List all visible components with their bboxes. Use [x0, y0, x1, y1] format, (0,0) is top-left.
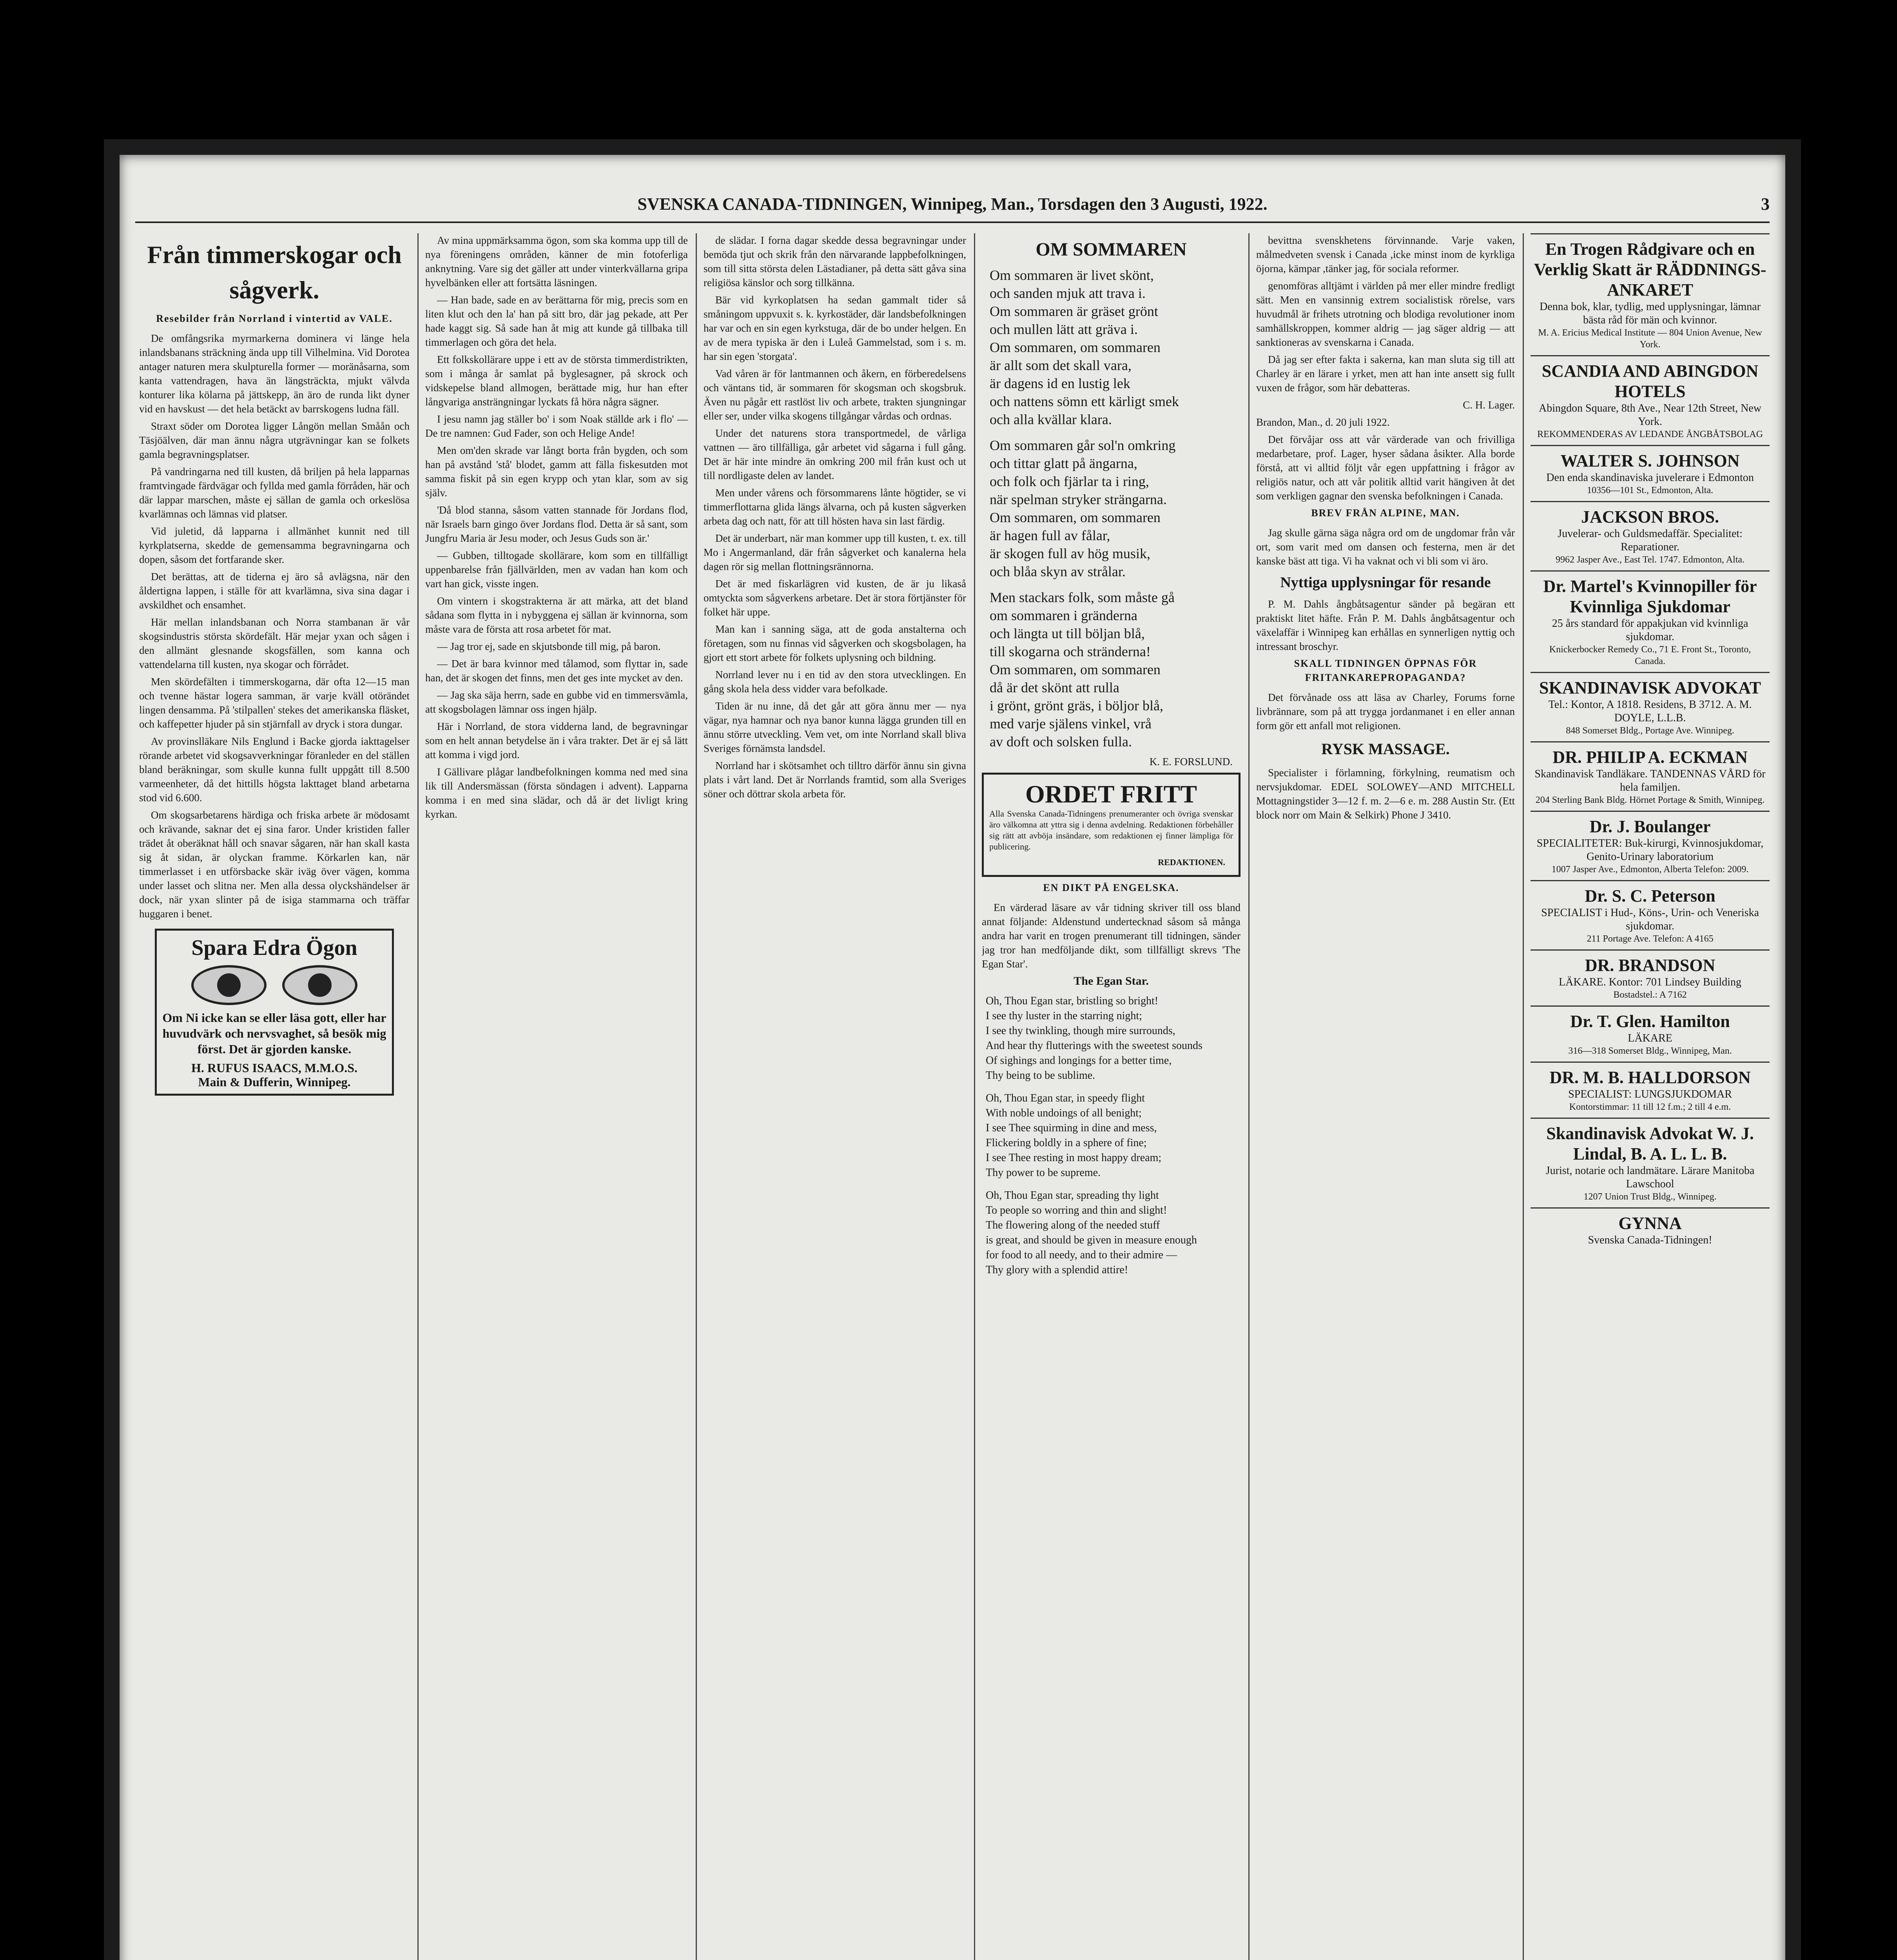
ad-name: H. RUFUS ISAACS, M.M.O.S.: [191, 1061, 358, 1075]
poem-line: With noble undoings of all benight;: [986, 1107, 1142, 1119]
ad-title: DR. BRANDSON: [1585, 956, 1716, 975]
paragraph: Under det naturens stora transportmedel, de vårliga vattnen — äro tillfälliga, går arbetet vid sågarna i full gång. Det är här inte mindre än omkring 200 mil från kust och ut till nordligaste delen av landet.: [704, 427, 966, 481]
poem-line: och blåa skyn av strålar.: [990, 564, 1126, 579]
poem-line: Of sighings and longings for a better time,: [986, 1054, 1172, 1067]
poem-line: Om sommaren, om sommaren: [990, 662, 1161, 677]
poem-line: I see thy luster in the starring night;: [986, 1010, 1142, 1022]
poem-line: och alla kvällar klara.: [990, 412, 1112, 427]
ad-text: Tel.: Kontor, A 1818. Residens, B 3712. A. M. DOYLE, L.L.B.: [1548, 699, 1752, 724]
poem-line: The flowering along of the needed stuff: [986, 1219, 1160, 1231]
advertisement: [1531, 741, 1770, 811]
paragraph: Norrland lever nu i en tid av den stora utvecklingen. En gång skola hela dess vidder vara befolkade.: [704, 669, 966, 695]
paragraph: Om vintern i skogstrakterna är att märka, att det bland sådana som flytta in i nybyggena ej sällan är kvinnorna, som måste vara de första att rosa arbetet för mat.: [425, 595, 688, 635]
paragraph: Det berättas, att de tiderna ej äro så avlägsna, när den åldertigna lappen, i ställe för att kvarlämna, siva sina dagar i avskildhet och ensamhet.: [139, 571, 410, 611]
poem-line: And hear thy flutterings with the sweetest sounds: [986, 1040, 1202, 1052]
advertisement: [1531, 811, 1770, 880]
ad-text: Juvelerar- och Guldsmedaffär. Specialitet: Reparationer.: [1558, 528, 1743, 553]
ad-text: Den enda skandinaviska juvelerare i Edmonton: [1546, 472, 1754, 484]
advertisement: [1531, 949, 1770, 1005]
advertisement: [1531, 672, 1770, 741]
poem-line: Thy power to be supreme.: [986, 1167, 1101, 1179]
paragraph: bevittna svenskhetens förvinnande. Varje vaken, målmedveten svensk i Canada ,icke minst inom de kyrkliga öjorna, kämpar ,tänker jag, för sociala reformer.: [1256, 234, 1515, 274]
paragraph: Av provinslläkare Nils Englund i Backe gjorda iakttagelser rörande arbetet vid skogsavverkningar föranleder en del ställen bland beräkningar, som skulle kunna fullt uppgått till 8.500 varmeenheter, då det hittills högsta lakttaget bland arbetarna stod vid 6.600.: [139, 735, 410, 804]
paragraph: 'Då blod stanna, såsom vatten stannade för Jordans flod, när Israels barn gingo över Jordans flod. Detta är så sant, som Jungfru Maria är Jesu moder, och Jesus Guds son är.': [425, 504, 688, 544]
ad-title: SCANDIA AND ABINGDON HOTELS: [1542, 361, 1759, 401]
advertisement: [1531, 445, 1770, 501]
paragraph: — Jag ska säja herrn, sade en gubbe vid en timmersvämla, att skogsbolagen lämnar oss ingen hjälp.: [425, 689, 688, 715]
paragraph: Det förvånade oss att läsa av Charley, Forums forne livbrännare, som på att trygga jordanmanet i en eller annan form gör ett anfall mot religionen.: [1256, 691, 1515, 731]
ad-address: 211 Portage Ave. Telefon: A 4165: [1587, 934, 1714, 944]
poem-line: Om sommaren, om sommaren: [990, 510, 1161, 525]
paragraph: Men skördefälten i timmerskogarna, där ofta 12—15 man och tvenne hästar logera samman, är varje kväll otörändet lingen densamma. På 'stilpallen' stekes det amerikanska fläsket, och kaffepetter hjuder på sin stjärnfall av dryck i stora dungar.: [139, 676, 410, 730]
advertisement: [1531, 880, 1770, 949]
section-note: Alla Svenska Canada-Tidningens prenumeranter och övriga svenskar äro välkomna att yttra sig i denna avdelning. Redaktionen förbehåller sig rätt att avböja insändare, som redaktionen ej finner lämpliga för publicering.: [989, 809, 1233, 851]
paragraph: Om skogsarbetarens härdiga och friska arbete är mödosamt och krävande, saknar det ej sina faror. Under kristiden faller trädet åt oberäknat håll och snavar sågaren, när han skall kasta sig åt sidan, är olyckan framme. Körkarlen kan, när timmerlasset i en utförsbacke skär iväg över vägen, komma under lasset och slitna ner. Men alla dessa olyckshändelser är dock, när yxan slinter på de isiga stammarna och träffar huggaren i benet.: [139, 809, 410, 920]
poem-line: Men stackars folk, som måste gå: [990, 590, 1175, 605]
advertisement: [1531, 1005, 1770, 1062]
poem-line: Om sommaren, om sommaren: [990, 339, 1161, 355]
paragraph: Av mina uppmärksamma ögon, som ska komma upp till de nya föreningens områden, känner de min fotoferliga anknytning. Vare sig det gäller att under vinterkvällarna gripa hyvelbänken eller att fortsätta läsningen.: [425, 234, 688, 289]
column-rule: [1248, 233, 1250, 1960]
poem-line: av doft och solsken fulla.: [990, 734, 1132, 750]
column-5: [1256, 233, 1515, 1960]
paragraph: Men om'den skrade var långt borta från bygden, och som han på avstånd 'stå' blodet, gamm att fälla fiskesutden mot samma fiskit på sin egen krypp och ytan klar, som av sig själv.: [425, 445, 688, 499]
ad-text: Svenska Canada-Tidningen!: [1588, 1234, 1712, 1246]
paragraph: Här mellan inlandsbanan och Norra stambanan är vår skogsindustris största skördefält. Här mejar yxan och sågen i den allmänt glesnande skogsfällen, som kanna och vattendelarna till kusten, nya skogar och förrådet.: [139, 616, 410, 670]
column-2: [425, 233, 688, 1960]
poem-line: och folk och fjärlar ta i ring,: [990, 474, 1149, 489]
paragraph: Norrland har i skötsamhet och tilltro därför ännu sin givna plats i vårt land. Det är Norrlands framtid, som alla Sveriges söner och döttrar skola arbeta för.: [704, 760, 966, 800]
advertisement: [1531, 1207, 1770, 1252]
newspaper-page: [120, 155, 1785, 1960]
poem-line: då är det skönt att rulla: [990, 680, 1119, 695]
poem-line: [990, 581, 1233, 588]
column-rule: [696, 233, 697, 1960]
poem-line: [986, 1180, 1237, 1188]
poem-line: och längta ut till böljan blå,: [990, 626, 1145, 641]
eye-icon: [282, 965, 357, 1005]
paragraph: De omfångsrika myrmarkerna dominera vi länge hela inlandsbanans sträckning ända upp till Vilhelmina. Vid Dorotea antager naturen mera skulpturella former — moränåsarna, som kanta vattendragen, hava än längsträckta, mjukt välvda konturer lika kölarna på jättskepp, än äro de runda likt dyner vid en havskust — det hela betäckt av barrskogens ludna fäll.: [139, 332, 410, 415]
ad-address: REKOMMENDERAS AV LEDANDE ÅNGBÅTSBOLAG: [1537, 429, 1763, 439]
masthead: [135, 194, 1770, 223]
paragraph: Men under vårens och försommarens lånte högtider, se vi timmerflottarna glida längs älvarna, och på kusten sågverken arbeta dag och natt, för att till hösten hava sin last färdig.: [704, 487, 966, 527]
ad-title: GYNNA: [1618, 1214, 1682, 1233]
poem-line: är hagen full av fålar,: [990, 528, 1110, 543]
paragraph: Vid juletid, då lapparna i allmänhet kunnit ned till kyrkplatserna, skedde de gemensamma begravningarna och dopen, såsom det fortfarande sker.: [139, 525, 410, 565]
paragraph: Det förvåjar oss att vår värderade van och frivilliga medarbetare, prof. Lager, hyser sådana åsikter. Alla borde förstå, att vi alltid följt vår egen uppfattning i frågor av religiös natur, och att vår politik alltid varit hängiven åt det som verkligen gagnar den svenska befolkningen i Canada.: [1256, 434, 1515, 502]
poem-line: Thy glory with a splendid attire!: [986, 1264, 1128, 1276]
ad-body: Om Ni icke kan se eller läsa gott, eller har huvudvärk och nervsvaghet, så besök mig först. Det är gjorden kanske.: [162, 1011, 386, 1056]
ad-title: Dr. T. Glen. Hamilton: [1570, 1012, 1730, 1031]
ad-address: 10356—101 St., Edmonton, Alta.: [1587, 485, 1713, 495]
byline: Resebilder från Norrland i vintertid av VALE.: [156, 313, 393, 324]
subheading: EN DIKT PÅ ENGELSKA.: [1043, 882, 1179, 893]
page-number: 3: [1761, 194, 1770, 214]
poem-line: och sanden mjuk att trava i.: [990, 285, 1146, 301]
paragraph: Här i Norrland, de stora vidderna land, de begravningar som en helt annan betydelse än i våra trakter. Det är ej så lätt att komma i vigd jord.: [425, 720, 688, 760]
ad-title: En Trogen Rådgivare och en Verklig Skatt är RÄDDNINGS-ANKARET: [1534, 240, 1766, 299]
ad-address: 1207 Union Trust Bldg., Winnipeg.: [1583, 1192, 1717, 1202]
paragraph: På vandringarna ned till kusten, då briljen på hela lapparnas framtvingade färdvägar och fyllda med gamla förråden, här och där lappar marschen, måste ej sällan de gamla och orkeslösa kvarlämnas och lämnas vid platser.: [139, 466, 410, 520]
paragraph: — Han bade, sade en av berättarna för mig, precis som en liten klut och den la' han på sitt bro, där jag pekade, att Per hade kaggt sig. Så sade han åt mig att kunde gå tillbaka till timmerlagen och göra det hela.: [425, 294, 688, 348]
advertisement: [1531, 233, 1770, 355]
section-signature: REDAKTIONEN.: [1158, 857, 1225, 867]
ad-title: DR. PHILIP A. ECKMAN: [1552, 748, 1748, 767]
paragraph: Bär vid kyrkoplatsen ha sedan gammalt tider så småningom uppvuxit s. k. kyrkostäder, där landsbefolkningen har var och en sin egen kyrkstuga, där de bo under helgen. En av de mera typiska är den i Luleå Gammelstad, som i s. m. har sin egen 'storgata'.: [704, 294, 966, 362]
paragraph: En värderad läsare av vår tidning skriver till oss bland annat följande: Aldenstund undertecknad såsom så många andra har varit en trogen prenumerant till tidningen, sänder jag tror han medföljande dikt, som tillfälligt skrevs 'The Egan Star'.: [982, 902, 1240, 970]
paragraph: — Jag tror ej, sade en skjutsbonde till mig, på baron.: [437, 641, 661, 652]
paragraph: Jag skulle gärna säga några ord om de ungdomar från vår ort, som varit med om dansen och festerna, men är det kanske bäst att tiga. Vi ha vaknat och vi bli som vi äro.: [1256, 527, 1515, 567]
ad-address: Kontorstimmar: 11 till 12 f.m.; 2 till 4 e.m.: [1569, 1102, 1731, 1112]
ad-title: DR. M. B. HALLDORSON: [1549, 1068, 1751, 1087]
subheading: BREV FRÅN ALPINE, MAN.: [1311, 507, 1460, 519]
poem-line: är allt som det skall vara,: [990, 358, 1132, 373]
paragraph: Ett folkskollärare uppe i ett av de största timmerdistrikten, som i många år samlat på byglesagner, på skrock och vidskepelse bland allmogen, berättade mig, hur han efter långvariga ansträngningar lyckats få höra några sägner.: [425, 354, 688, 408]
poem-line: is great, and should be given in measure enough: [986, 1234, 1197, 1246]
ad-text: LÄKARE: [1628, 1032, 1672, 1044]
advertisement: [1531, 355, 1770, 445]
column-3: [704, 233, 966, 1960]
poem-author: K. E. FORSLUND.: [1149, 756, 1233, 768]
headline: Från timmerskogar och sågverk.: [147, 241, 402, 304]
ad-address: 9962 Jasper Ave., East Tel. 1747. Edmonton, Alta.: [1555, 555, 1745, 565]
poem-line: Oh, Thou Egan star, bristling so bright!: [986, 995, 1159, 1007]
column-rule: [974, 233, 975, 1960]
paragraph: Då jag ser efter fakta i sakerna, kan man sluta sig till att Charley är en lärare i yrket, men att han inte ansett sig fullt vuxen de frågor, som här debatteras.: [1256, 354, 1515, 394]
poem-line: Om sommaren är gräset grönt: [990, 303, 1158, 319]
poem-line: Om sommaren går sol'n omkring: [990, 437, 1176, 453]
poem-line: Om sommaren är livet skönt,: [990, 267, 1154, 283]
paragraph: Straxt söder om Dorotea ligger Långön mellan Småån och Täsjöälven, där man ännu några utgrävningar kan se folkets gamla begravningsplatser.: [139, 420, 410, 460]
poem-line: for food to all needy, and to their admire —: [986, 1249, 1177, 1261]
ad-text: SPECIALIST i Hud-, Köns-, Urin- och Veneriska sjukdomar.: [1541, 907, 1759, 932]
ad-title: JACKSON BROS.: [1581, 507, 1719, 526]
paragraph: — Det är bara kvinnor med tålamod, som flyttar in, sade han, det är skogen det finns, men det ges inte mycket av den.: [425, 658, 688, 684]
ad-address: 848 Somerset Bldg., Portage Ave. Winnipeg.: [1566, 726, 1734, 736]
poem-line: To people so worring and thin and slight!: [986, 1204, 1167, 1216]
ad-address: Main & Dufferin, Winnipeg.: [198, 1075, 351, 1089]
ordet-fritt-box: [982, 773, 1240, 877]
column-rule: [417, 233, 419, 1960]
column-4: [982, 233, 1240, 1960]
ad-title: Spara Edra Ögon: [191, 936, 357, 960]
section-title: ORDET FRITT: [1025, 780, 1197, 808]
poem-line: [986, 1083, 1237, 1091]
poem-line: med varje själens vinkel, vrå: [990, 716, 1152, 731]
paragraph: I Gällivare plågar landbefolkningen komma ned med sina lik till Andersmässan (första söndagen i advent). Lapparna komma i en med sina slädar, och då är det livligt kring kyrkan.: [425, 766, 688, 820]
poem-line: I see thy twinkling, though mire surrounds,: [986, 1025, 1175, 1037]
ad-address: M. A. Ericius Medical Institute — 804 Union Avenue, New York.: [1538, 328, 1762, 350]
poem-line: är dagens id en lustig lek: [990, 376, 1130, 391]
paragraph: Vad våren är för lantmannen och åkern, en förberedelsens och väntans tid, är sommaren för skogsman och skogsbruk. Även nu pågår ett rastlöst liv och arbete, trakten sjungningar eller ser, under vilka skogens tillgångar vårdas och ordnas.: [704, 368, 966, 422]
masthead-title: SVENSKA CANADA-TIDNINGEN, Winnipeg, Man., Torsdagen den 3 Augusti, 1922.: [637, 194, 1268, 214]
ad-title: SKANDINAVISK ADVOKAT: [1539, 678, 1761, 697]
ad-title: WALTER S. JOHNSON: [1560, 451, 1740, 470]
ad-address: Bostadstel.: A 7162: [1613, 990, 1687, 1000]
poem-line: Oh, Thou Egan star, in speedy flight: [986, 1092, 1145, 1104]
ad-address: 316—318 Somerset Bldg., Winnipeg, Man.: [1568, 1046, 1732, 1056]
ad-text: SPECIALIST: LUNGSJUKDOMAR: [1568, 1088, 1732, 1100]
poem-title: OM SOMMAREN: [1036, 239, 1187, 260]
poem-line: I see Thee resting in most happy dream;: [986, 1152, 1162, 1164]
poem-line: är skogen full av hög musik,: [990, 546, 1150, 561]
paragraph: Man kan i sanning säga, att de goda anstalterna och företagen, som nu finnas vid sågverken och skogsbolagen, ha gjort ett stort arbete för folkets uplysning och bildning.: [704, 623, 966, 663]
poem: [990, 266, 1233, 751]
poem-line: och mullen lätt att gräva i.: [990, 321, 1138, 337]
eye-advertisement: [155, 929, 394, 1096]
ad-text: LÄKARE. Kontor: 701 Lindsey Building: [1559, 976, 1741, 988]
paragraph: de slädar. I forna dagar skedde dessa begravningar under bemöda tjut och skrik från den närvarande lappbefolkningen, som till sitta största delen Lästadianer, på detta sätt gåva sina religiösa känslor och sorg tillkänna.: [704, 234, 966, 289]
ad-address: Knickerbocker Remedy Co., 71 E. Front St., Toronto, Canada.: [1549, 644, 1751, 666]
paragraph: I jesu namn jag ställer bo' i som Noak ställde ark i flo' — De tre namnen: Gud Fader, son och Helige Ande!: [425, 413, 688, 439]
advertisement: [1531, 1062, 1770, 1118]
signature-place: Brandon, Man., d. 20 juli 1922.: [1256, 416, 1390, 428]
ad-text: Jurist, notarie och landmätare. Lärare Manitoba Lawschool: [1545, 1165, 1755, 1190]
poem-line: Oh, Thou Egan star, spreading thy light: [986, 1189, 1159, 1201]
poem-line: I see Thee squirming in dine and mess,: [986, 1122, 1157, 1134]
column-1: [139, 233, 410, 1960]
ad-title: Skandinavisk Advokat W. J. Lindal, B. A. L. L. B.: [1546, 1124, 1754, 1163]
poem-line: [990, 428, 1233, 436]
signature-name: C. H. Lager.: [1463, 399, 1515, 411]
poem-line: i grönt, grönt gräs, i böljor blå,: [990, 698, 1163, 713]
ad-title: Dr. Martel's Kvinnopiller för Kvinnliga Sjukdomar: [1543, 577, 1757, 616]
poem-line: när spelman stryker strängarna.: [990, 492, 1167, 507]
ad-title: Dr. J. Boulanger: [1589, 817, 1711, 836]
advertisement: [1531, 1118, 1770, 1207]
poem: [986, 994, 1237, 1278]
ad-text: 25 års standard för appakjukan vid kvinnliga sjukdomar.: [1552, 617, 1748, 643]
poem-line: och nattens sömn ett kärligt smek: [990, 394, 1179, 409]
paragraph: genomföras alltjämt i världen på mer eller mindre fredligt sätt. Men en vansinnig extrem socialistisk rörelse, vars huvudmål är frihets utrotning och blodiga revolutioner inom samhällskroppen, kommer aldrig — jag säger aldrig — att sanktioneras av svenskarna i Canada.: [1256, 280, 1515, 348]
paragraph: Det är underbart, när man kommer upp till kusten, t. ex. till Mo i Angermanland, där från sågverket och kanalerna hela dagen rör sig mellan flottningsrännorna.: [704, 532, 966, 572]
eye-icon: [191, 965, 267, 1005]
ad-text: SPECIALITETER: Buk-kirurgi, Kvinnosjukdomar, Genito-Urinary laboratorium: [1536, 837, 1764, 863]
subheading: Nyttiga upplysningar för resande: [1280, 574, 1491, 591]
poem-title: The Egan Star.: [1074, 975, 1149, 987]
poem-line: om sommaren i gränderna: [990, 608, 1137, 623]
ad-text: Skandinavisk Tandläkare. TANDENNAS VÅRD för hela familjen.: [1534, 768, 1766, 793]
eyes-illustration: [161, 965, 387, 1005]
poem-line: och tittar glatt på ängarna,: [990, 456, 1137, 471]
column-rule: [1523, 233, 1524, 1960]
advertisement: [1531, 501, 1770, 570]
poem-line: Flickering boldly in a sphere of fine;: [986, 1137, 1147, 1149]
advertisement: [1531, 570, 1770, 672]
subheading: RYSK MASSAGE.: [1321, 740, 1450, 758]
paragraph: Specialister i förlamning, förkylning, reumatism och nervsjukdomar. EDEL SOLOWEY—AND MITCHELL Mottagningstider 3—12 f. m. 2—6 e. m. 288 Austin Str. (Ett block norr om Main & Selkirk) Phone J 3410.: [1256, 767, 1515, 821]
ad-title: Dr. S. C. Peterson: [1585, 886, 1716, 906]
ad-address: 1007 Jasper Ave., Edmonton, Alberta Telefon: 2009.: [1551, 864, 1749, 875]
ad-text: Denna bok, klar, tydlig, med upplysningar, lämnar bästa råd för män och kvinnor.: [1540, 301, 1761, 326]
paragraph: Tiden är nu inne, då det går att göra ännu mer — nya vägar, nya hamnar och nya banor kunna lägga grunden till en ännu större utveckling. Vem vet, om inte Norrland skall bliva Sveriges förnämsta landsdel.: [704, 700, 966, 754]
paragraph: — Gubben, tilltogade skollärare, kom som en tillfälligt uppenbarelse från fjällvärlden, men av vadan han kom och vart han gick, visste ingen.: [425, 550, 688, 590]
poem-line: Thy being to be sublime.: [986, 1069, 1095, 1082]
column-6-ads: [1531, 233, 1770, 1960]
poem-line: till skogarna och stränderna!: [990, 644, 1151, 659]
paragraph: P. M. Dahls ångbåtsagentur sänder på begäran ett praktiskt litet häfte. Från P. M. Dahls ångbåtsagentur och växelaffär i Winnipeg kan erhållas en synnerligen nyttig och intressant broschyr.: [1256, 598, 1515, 652]
ad-address: 204 Sterling Bank Bldg. Hörnet Portage & Smith, Winnipeg.: [1535, 795, 1765, 805]
paragraph: Det är med fiskarlägren vid kusten, de är ju likaså omtyckta som sågverkens arbetare. Det är stora förtjänster för folket här uppe.: [704, 578, 966, 618]
subheading: SKALL TIDNINGEN ÖPPNAS FÖR FRITANKAREPROPAGANDA?: [1294, 658, 1477, 683]
ad-text: Abingdon Square, 8th Ave., Near 12th Street, New York.: [1539, 402, 1761, 428]
